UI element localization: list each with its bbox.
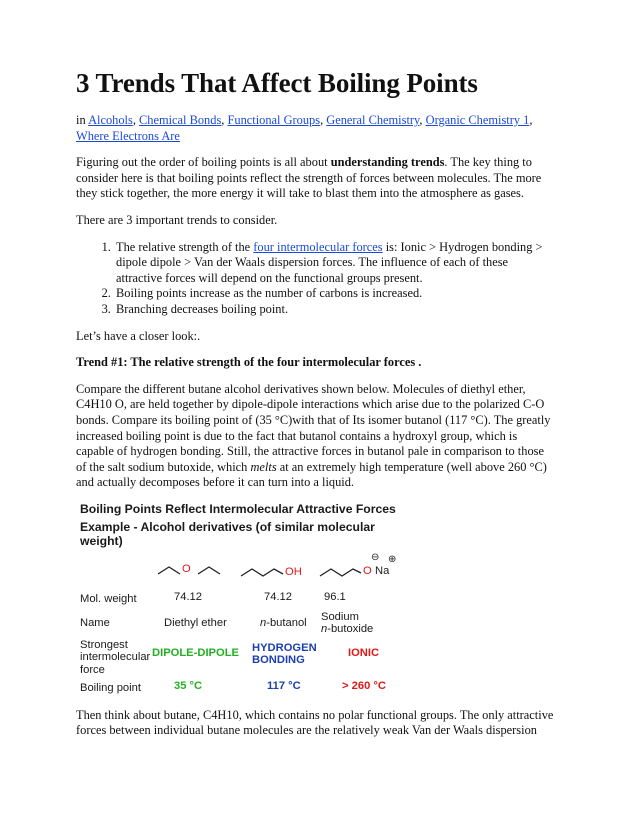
butoxide-name-prefix: n xyxy=(321,622,328,635)
article xyxy=(76,68,556,750)
four-forces-link[interactable]: four intermolecular forces xyxy=(253,239,383,254)
ether-boiling-point: 35 °C xyxy=(174,679,203,692)
ether-weight: 74.12 xyxy=(174,590,202,603)
category-link-where-electrons-are[interactable]: Where Electrons Are xyxy=(76,128,180,143)
butanol-weight: 74.12 xyxy=(264,590,292,603)
butanol-name-prefix: n xyxy=(260,616,267,629)
butoxide-weight: 96.1 xyxy=(324,590,346,603)
category-link-general-chemistry[interactable]: General Chemistry xyxy=(326,113,420,127)
intro-paragraph xyxy=(76,155,556,202)
boiling-points-figure xyxy=(76,502,412,698)
ether-oxygen-atom: O xyxy=(182,562,191,575)
negative-charge-icon: ⊖ xyxy=(371,551,380,563)
sodium-atom: Na xyxy=(375,564,390,577)
figure-subtitle: Example - Alcohol derivatives (of similar molecular weight) xyxy=(80,519,375,548)
category-link-alcohols[interactable]: Alcohols xyxy=(88,113,133,127)
list-item-1-text-2: is: Ionic > Hydrogen bonding > dipole dipole > Van der Waals dispersion forces. The influence of each of these attractive forces will depend on the functional groups present. xyxy=(116,239,543,285)
butanol-boiling-point: 117 °C xyxy=(267,679,301,692)
list-item: 3. Branching decreases boiling point. xyxy=(114,302,556,318)
category-link-functional-groups[interactable]: Functional Groups xyxy=(227,113,321,127)
butoxide-name-line1: Sodium xyxy=(321,610,359,623)
trend1-paragraph xyxy=(76,382,556,491)
category-line: in Alcohols, Chemical Bonds, Functional Groups, General Chemistry, Organic Chemistry 1, Where Electrons Are xyxy=(76,113,533,143)
butoxide-boiling-point: > 260 °C xyxy=(342,679,386,692)
intro-text-2: . The key thing to consider here is that boiling points reflect the strength of forces between molecules. The more they stick together, the more energy it will take to blast them into the atmosphere as gases. xyxy=(76,155,542,201)
trend1-text-1: Compare the different butane alcohol derivatives shown below. Molecules of diethyl ether, C4H10 O, are held together by dipole-dipole interactions which arise due to the polarized C-O bonds. Compare its boiling point of (35 °C)with that of Its isomer butanol (117 °C). The greatly increased boiling point is due to the fact that butanol contains a hydroxyl group, which is capable of hydrogen bonding. Still, the attractive forces in butanol pale in comparison to those of the salt sodium butoxide, which xyxy=(76,381,551,474)
butanol-force: HYDROGEN BONDING xyxy=(252,641,317,667)
ether-name: Diethyl ether xyxy=(164,616,227,629)
butoxide-structure xyxy=(320,569,361,576)
butoxide-oxygen-atom: O xyxy=(363,564,372,577)
butoxide-name-text: -butoxide xyxy=(327,622,374,635)
row-label-mol-weight: Mol. weight xyxy=(80,592,137,605)
list-item: 2. Boiling points increase as the number of carbons is increased. xyxy=(114,286,556,302)
butanol-name xyxy=(260,617,307,630)
trend1-heading xyxy=(76,355,556,371)
category-link-organic-chemistry-1[interactable]: Organic Chemistry 1 xyxy=(425,113,530,127)
trends-intro: There are 3 important trends to consider. xyxy=(76,212,278,227)
closer-look: Let’s have a closer look:. xyxy=(76,328,201,343)
list-item-1-text: The relative strength of the xyxy=(116,239,254,254)
figure-title: Boiling Points Reflect Intermolecular Attractive Forces xyxy=(80,501,396,516)
list-item xyxy=(114,240,556,287)
row-label-boiling: Boiling point xyxy=(80,681,141,694)
butanol-name-text: -butanol xyxy=(266,616,307,629)
butane-paragraph: Then think about butane, C4H10, which contains no polar functional groups. The only attractive forces between individual butane molecules are the relatively weak Van der Waals dispersion xyxy=(76,707,554,738)
trends-list xyxy=(76,240,556,318)
positive-charge-icon: ⊕ xyxy=(388,553,397,565)
row-label-name: Name xyxy=(80,616,110,629)
category-prefix: in xyxy=(76,113,86,127)
trend1-italic: melts xyxy=(250,459,277,474)
butoxide-force: IONIC xyxy=(348,646,380,659)
trend1-text-2: at an extremely high temperature (well above 260 °C) and actually decomposes before it can turn into a liquid. xyxy=(76,459,547,490)
ether-force: DIPOLE-DIPOLE xyxy=(152,646,240,659)
butanol-structure xyxy=(241,569,283,576)
category-link-chemical-bonds[interactable]: Chemical Bonds xyxy=(139,113,222,127)
page-title: 3 Trends That Affect Boiling Points xyxy=(76,68,478,98)
intro-text-1: Figuring out the order of boiling points is all about xyxy=(76,155,331,170)
row-label-force: Strongest intermolecular force xyxy=(80,638,151,676)
butoxide-name-line2 xyxy=(321,623,373,636)
intro-bold: understanding trends xyxy=(330,155,445,170)
trend1-heading-text: Trend #1: The relative strength of the four intermolecular forces . xyxy=(76,355,422,370)
butanol-oh-group: OH xyxy=(285,565,302,578)
